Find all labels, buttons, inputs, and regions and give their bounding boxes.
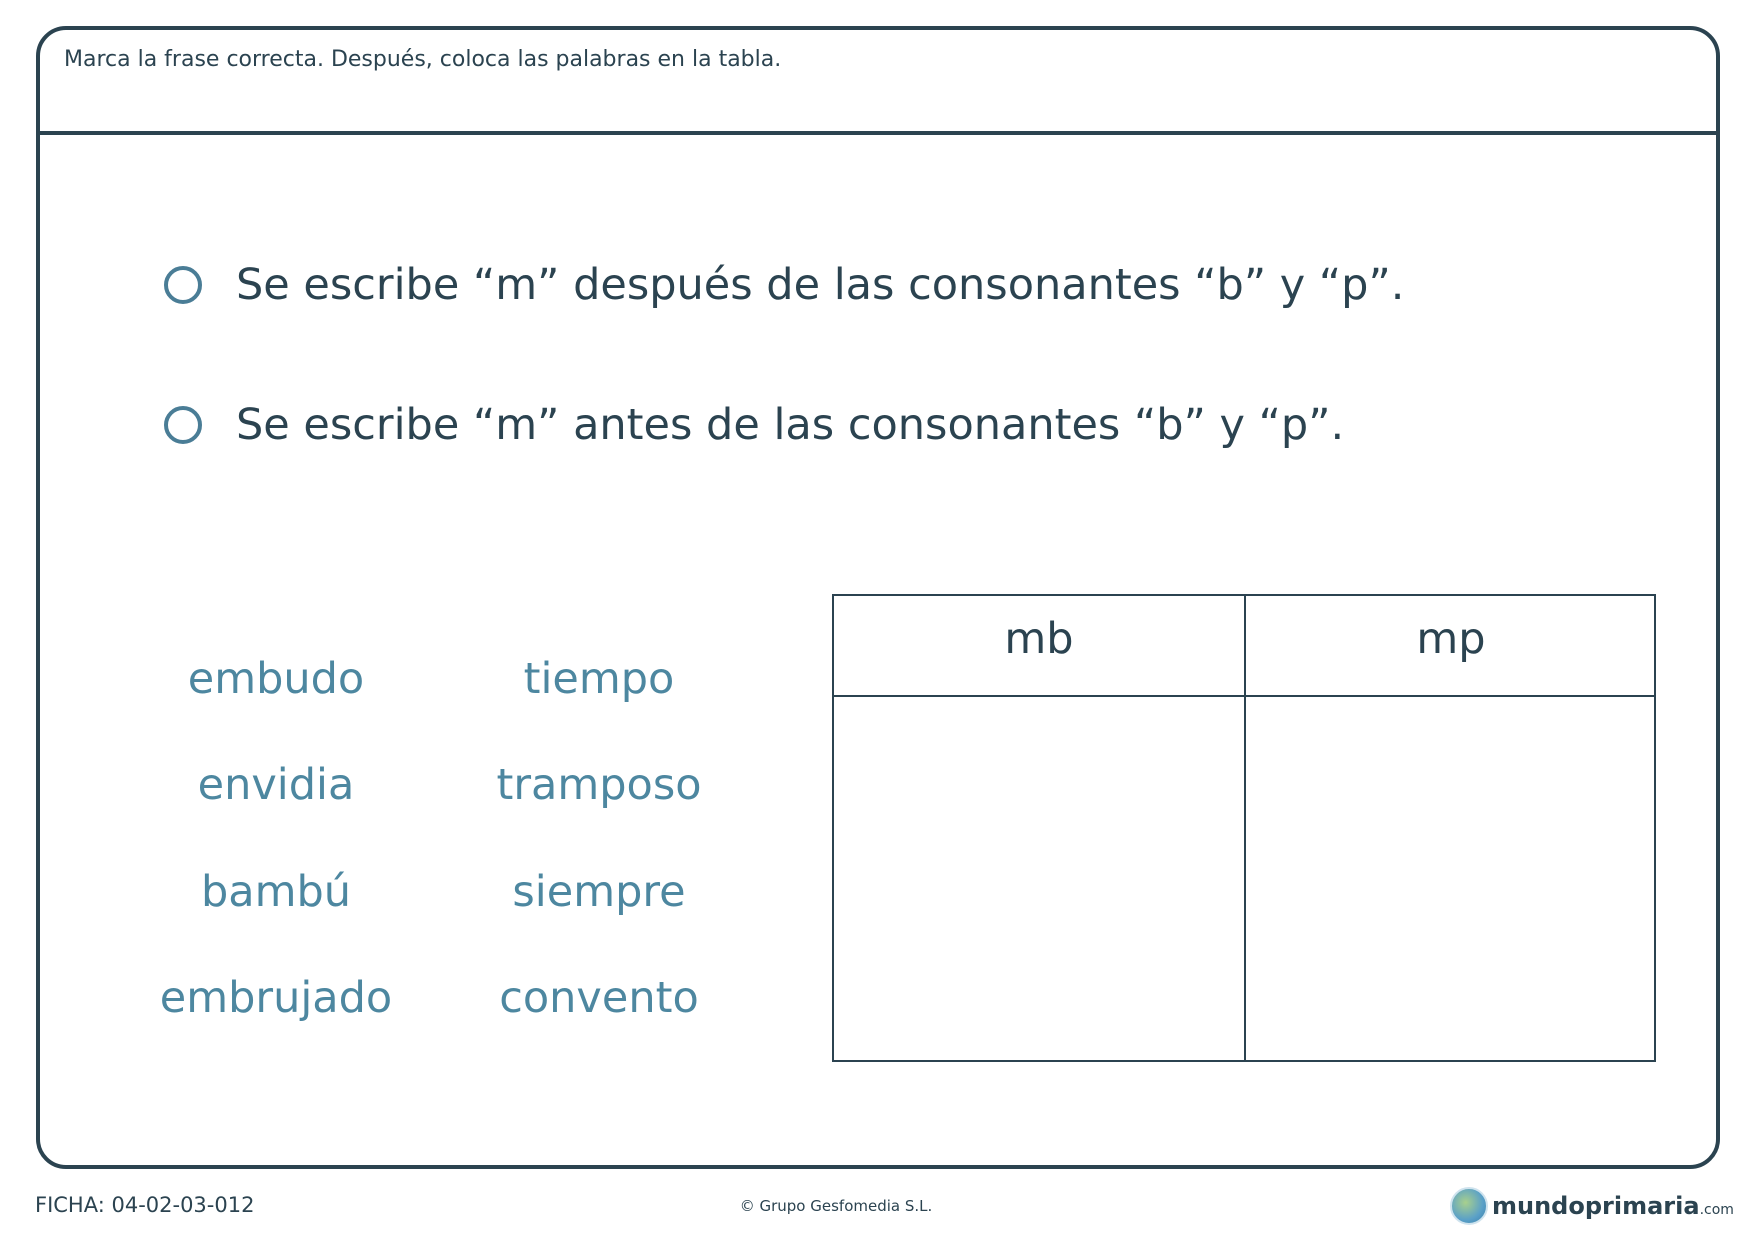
- header-divider: [36, 131, 1720, 135]
- mundoprimaria-logo[interactable]: [1450, 1187, 1734, 1225]
- word: tramposo: [496, 760, 702, 810]
- word: bambú: [200, 867, 352, 917]
- word: convento: [499, 973, 699, 1023]
- option-label: Se escribe “m” después de las consonantes “b” y “p”.: [236, 260, 1405, 310]
- logo-suffix: .com: [1699, 1202, 1734, 1218]
- cell-mb[interactable]: [834, 697, 1244, 1060]
- radio-button[interactable]: [164, 266, 202, 304]
- cell-mp[interactable]: [1246, 697, 1656, 1060]
- radio-button[interactable]: [164, 406, 202, 444]
- option-label: Se escribe “m” antes de las consonantes “b” y “p”.: [236, 400, 1345, 450]
- logo-text: mundoprimaria: [1492, 1192, 1700, 1220]
- ficha-code: FICHA: 04-02-03-012: [35, 1193, 255, 1217]
- instruction-text: Marca la frase correcta. Después, coloca las palabras en la tabla.: [64, 47, 782, 72]
- word: siempre: [512, 867, 686, 917]
- classification-table: [832, 594, 1656, 1062]
- word: embrujado: [159, 973, 393, 1023]
- globe-icon: [1450, 1187, 1488, 1225]
- word: embudo: [187, 654, 365, 704]
- option-1[interactable]: [164, 260, 1404, 310]
- copyright: © Grupo Gesfomedia S.L.: [739, 1197, 933, 1215]
- word: envidia: [197, 760, 355, 810]
- header-mp: mp: [1416, 614, 1486, 664]
- option-2[interactable]: [164, 400, 1344, 450]
- header-mb: mb: [1004, 614, 1074, 664]
- word: tiempo: [523, 654, 675, 704]
